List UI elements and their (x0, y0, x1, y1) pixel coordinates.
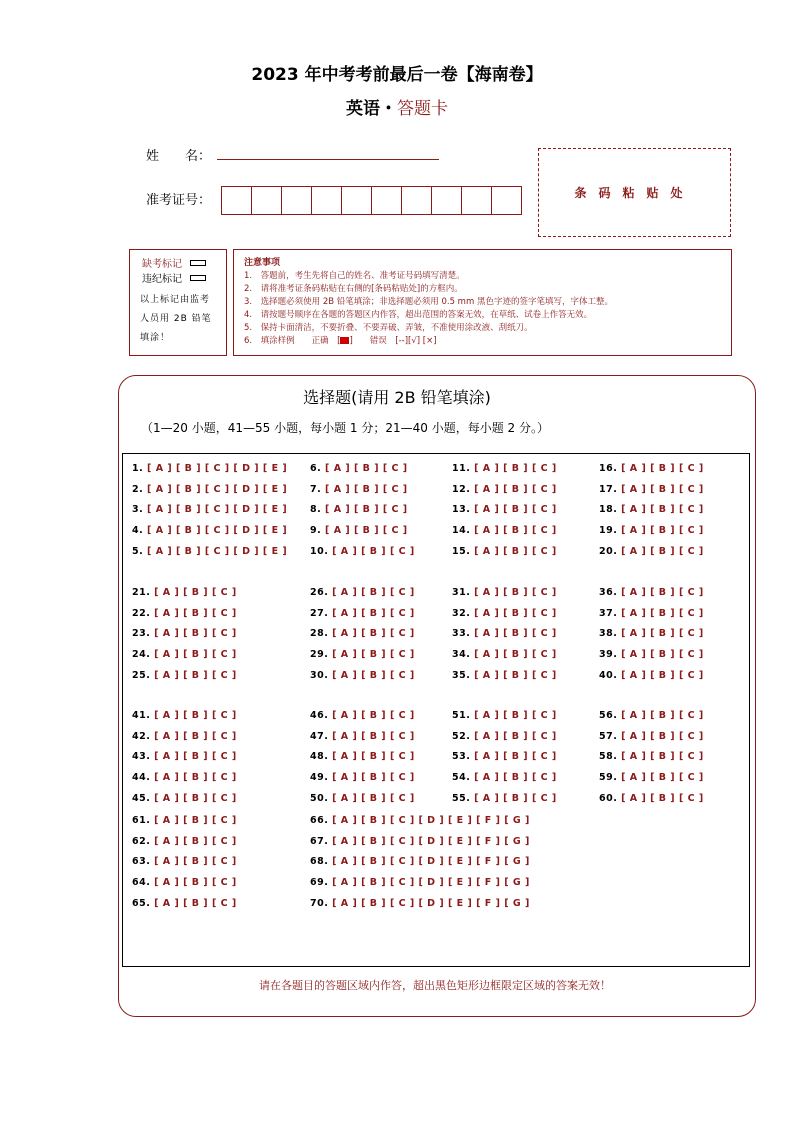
question-item[interactable] (132, 587, 237, 598)
question-item[interactable] (310, 731, 415, 742)
question-number: 56. (599, 710, 618, 721)
question-item[interactable] (310, 772, 415, 783)
question-options[interactable]: [ A ] [ B ] [ C ] (470, 587, 557, 598)
question-options[interactable]: [ A ] [ B ] [ C ] (150, 628, 237, 640)
question-item[interactable] (599, 751, 704, 762)
question-item[interactable] (599, 525, 704, 536)
question-item[interactable] (452, 710, 557, 721)
question-item[interactable] (132, 856, 237, 867)
question-item[interactable] (310, 710, 415, 721)
question-options[interactable]: [ A ] [ B ] [ C ] (470, 649, 557, 661)
question-options[interactable]: [ A ] [ B ] [ C ] (617, 483, 704, 495)
note-item: 3. 选择题必须使用 2B 铅笔填涂；非选择题必须用 0.5 mm 黑色字迹的签字笔填写，字体工整。 (244, 297, 613, 307)
question-number: 30. (310, 669, 329, 681)
question-options[interactable]: [ A ] [ B ] [ C ] (470, 730, 557, 742)
question-item[interactable] (452, 731, 557, 742)
question-number: 49. (310, 772, 329, 784)
question-options[interactable]: [ A ] [ B ] [ C ] (328, 628, 415, 640)
question-number: 18. (599, 504, 618, 516)
question-number: 67. (310, 835, 329, 847)
question-options[interactable]: [ A ] [ B ] [ C ] [ D ] [ E ] [ F ] [ G ] (328, 835, 530, 847)
question-number: 19. (599, 525, 618, 537)
question-number: 64. (132, 877, 151, 889)
question-item[interactable] (310, 670, 415, 681)
question-options[interactable]: [ A ] [ B ] [ C ] (470, 710, 557, 721)
question-options[interactable]: [ A ] [ B ] [ C ] (150, 587, 237, 598)
question-item[interactable] (310, 793, 415, 804)
question-number: 61. (132, 815, 151, 826)
question-number: 20. (599, 545, 618, 557)
question-options[interactable]: [ A ] [ B ] [ C ] (470, 463, 557, 474)
question-number: 55. (452, 792, 471, 804)
question-number: 52. (452, 730, 471, 742)
question-item[interactable] (599, 484, 704, 495)
question-number: 35. (452, 669, 471, 681)
question-number: 41. (132, 710, 151, 721)
question-number: 23. (132, 628, 151, 640)
question-item[interactable] (452, 484, 557, 495)
page-subtitle (0, 94, 794, 119)
question-options[interactable]: [ A ] [ B ] [ C ] (150, 649, 237, 661)
question-options[interactable]: [ A ] [ B ] [ C ] (470, 504, 557, 516)
exam-id-box[interactable] (341, 186, 372, 215)
question-options[interactable]: [ A ] [ B ] [ C ] (617, 587, 704, 598)
question-number: 42. (132, 730, 151, 742)
question-number: 62. (132, 835, 151, 847)
question-options[interactable]: [ A ] [ B ] [ C ] (617, 730, 704, 742)
question-number: 7. (310, 483, 322, 495)
question-options[interactable]: [ A ] [ B ] [ C ] (470, 607, 557, 619)
question-number: 65. (132, 897, 151, 909)
question-number: 29. (310, 649, 329, 661)
question-options[interactable]: [ A ] [ B ] [ C ] (328, 607, 415, 619)
question-item[interactable] (599, 731, 704, 742)
question-item[interactable] (599, 670, 704, 681)
question-number: 69. (310, 877, 329, 889)
question-options[interactable]: [ A ] [ B ] [ C ] (617, 792, 704, 804)
question-item[interactable] (452, 772, 557, 783)
question-options[interactable]: [ A ] [ B ] [ C ] (150, 751, 237, 763)
question-item[interactable] (310, 463, 408, 474)
question-options[interactable]: [ A ] [ B ] [ C ] (150, 669, 237, 681)
question-options[interactable]: [ A ] [ B ] [ C ] (617, 710, 704, 721)
note-item: 2. 请将准考证条码粘贴在右侧的[条码粘贴处]的方框内。 (244, 284, 463, 294)
barcode-label: 条码粘贴处 (574, 186, 695, 200)
question-options[interactable]: [ A ] [ B ] [ C ] (321, 483, 408, 495)
question-number: 22. (132, 607, 151, 619)
subtitle-subject: 英语・ (346, 99, 397, 119)
violation-mark-label: 违纪标记 (142, 274, 182, 285)
question-options[interactable]: [ A ] [ B ] [ C ] (617, 669, 704, 681)
fill-sample-line (244, 335, 731, 348)
question-number: 4. (132, 525, 144, 537)
absent-mark-row[interactable] (142, 255, 226, 270)
exam-id-box[interactable] (281, 186, 312, 215)
question-options[interactable]: [ A ] [ B ] [ C ] (470, 669, 557, 681)
question-item[interactable] (452, 628, 557, 639)
exam-id-label: 准考证号： (146, 193, 212, 208)
note-item: 4. 请按题号顺序在各题的答题区内作答，超出范围的答案无效，在草纸、试卷上作答无效。 (244, 310, 593, 320)
question-options[interactable]: [ A ] [ B ] [ C ] (617, 504, 704, 516)
question-number: 53. (452, 751, 471, 763)
question-number: 26. (310, 587, 329, 598)
question-number: 21. (132, 587, 151, 598)
question-number: 6. (310, 463, 322, 474)
question-item[interactable] (132, 772, 237, 783)
question-number: 11. (452, 463, 471, 474)
violation-mark-row[interactable] (142, 270, 226, 285)
question-item[interactable] (452, 751, 557, 762)
fill-sample-suffix: ] 错误 [--][√] [×] (349, 336, 437, 346)
question-item[interactable] (310, 751, 415, 762)
question-number: 13. (452, 504, 471, 516)
question-options[interactable]: [ A ] [ B ] [ C ] (321, 504, 408, 516)
question-number: 37. (599, 607, 618, 619)
question-item[interactable] (132, 898, 237, 909)
question-options[interactable]: [ A ] [ B ] [ C ] (328, 587, 415, 598)
question-number: 2. (132, 483, 144, 495)
question-options[interactable]: [ A ] [ B ] [ C ] (617, 607, 704, 619)
notes-title: 注意事项 (244, 258, 281, 268)
question-item[interactable] (599, 504, 704, 515)
question-item[interactable] (132, 525, 287, 536)
question-number: 70. (310, 897, 329, 909)
question-item[interactable] (132, 463, 287, 474)
question-options[interactable]: [ A ] [ B ] [ C ] (150, 815, 237, 826)
question-options[interactable]: [ A ] [ B ] [ C ] [ D ] [ E ] (143, 525, 288, 537)
exam-id-box[interactable] (431, 186, 462, 215)
question-number: 25. (132, 669, 151, 681)
absent-mark-label: 缺考标记 (142, 259, 182, 270)
question-options[interactable]: [ A ] [ B ] [ C ] (617, 463, 704, 474)
question-item[interactable] (599, 608, 704, 619)
question-number: 34. (452, 649, 471, 661)
question-options[interactable]: [ A ] [ B ] [ C ] (150, 877, 237, 889)
question-options[interactable]: [ A ] [ B ] [ C ] (321, 525, 408, 537)
question-item[interactable] (132, 546, 287, 557)
question-options[interactable]: [ A ] [ B ] [ C ] (150, 730, 237, 742)
question-item[interactable] (310, 608, 415, 619)
question-item[interactable] (132, 731, 237, 742)
question-item[interactable] (452, 463, 557, 474)
question-item[interactable] (452, 587, 557, 598)
notes-list (234, 270, 731, 335)
exam-id-box[interactable] (251, 186, 282, 215)
absent-mark-box (129, 249, 227, 356)
question-number: 12. (452, 483, 471, 495)
question-item[interactable] (452, 525, 557, 536)
question-options[interactable]: [ A ] [ B ] [ C ] (328, 730, 415, 742)
question-number: 40. (599, 669, 618, 681)
question-item[interactable] (599, 649, 704, 660)
question-item[interactable] (132, 484, 287, 495)
question-item[interactable] (310, 504, 408, 515)
mc-title: 选择题(请用 2B 铅笔填涂) (303, 388, 491, 407)
question-options[interactable]: [ A ] [ B ] [ C ] (328, 792, 415, 804)
question-item[interactable] (310, 877, 530, 888)
question-number: 10. (310, 545, 329, 557)
exam-id-boxes[interactable] (222, 186, 522, 215)
question-item[interactable] (132, 670, 237, 681)
question-item[interactable] (310, 815, 530, 826)
question-item[interactable] (452, 504, 557, 515)
question-options[interactable]: [ A ] [ B ] [ C ] (617, 525, 704, 537)
question-number: 3. (132, 504, 144, 516)
question-options[interactable]: [ A ] [ B ] [ C ] [ D ] [ E ] [ F ] [ G ] (328, 877, 530, 889)
question-options[interactable]: [ A ] [ B ] [ C ] (328, 669, 415, 681)
question-number: 54. (452, 772, 471, 784)
absent-mark-note: 以上标记由监考人员用 2B 铅笔填涂！ (140, 295, 212, 343)
question-item[interactable] (452, 608, 557, 619)
exam-id-box[interactable] (371, 186, 402, 215)
question-number: 63. (132, 856, 151, 868)
question-number: 5. (132, 545, 144, 557)
question-options[interactable]: [ A ] [ B ] [ C ] [ D ] [ E ] [ F ] [ G ] (328, 897, 530, 909)
question-options[interactable]: [ A ] [ B ] [ C ] (470, 628, 557, 640)
question-item[interactable] (310, 628, 415, 639)
question-number: 31. (452, 587, 471, 598)
question-number: 68. (310, 856, 329, 868)
footer-warning: 请在各题目的答题区域内作答，超出黑色矩形边框限定区域的答案无效！ (259, 979, 611, 992)
question-number: 51. (452, 710, 471, 721)
question-item[interactable] (599, 793, 704, 804)
question-options[interactable]: [ A ] [ B ] [ C ] (328, 545, 415, 557)
question-item[interactable] (132, 836, 237, 847)
question-item[interactable] (310, 525, 408, 536)
question-item[interactable] (132, 751, 237, 762)
question-options[interactable]: [ A ] [ B ] [ C ] (328, 751, 415, 763)
question-options[interactable]: [ A ] [ B ] [ C ] (470, 751, 557, 763)
question-options[interactable]: [ A ] [ B ] [ C ] (150, 710, 237, 721)
question-options[interactable]: [ A ] [ B ] [ C ] (328, 649, 415, 661)
question-options[interactable]: [ A ] [ B ] [ C ] (617, 772, 704, 784)
question-number: 43. (132, 751, 151, 763)
question-item[interactable] (310, 546, 415, 557)
question-item[interactable] (132, 608, 237, 619)
question-number: 32. (452, 607, 471, 619)
question-options[interactable]: [ A ] [ B ] [ C ] (321, 463, 408, 474)
question-item[interactable] (599, 772, 704, 783)
note-item: 1. 答题前，考生先将自己的姓名、准考证号码填写清楚。 (244, 271, 465, 281)
question-number: 27. (310, 607, 329, 619)
question-options[interactable]: [ A ] [ B ] [ C ] (150, 607, 237, 619)
question-options[interactable]: [ A ] [ B ] [ C ] (470, 772, 557, 784)
question-number: 1. (132, 463, 144, 474)
name-field[interactable] (217, 159, 439, 160)
question-options[interactable]: [ A ] [ B ] [ C ] [ D ] [ E ] [ F ] [ G ] (328, 856, 530, 868)
question-item[interactable] (310, 649, 415, 660)
subtitle-answer-sheet: 答题卡 (397, 99, 448, 119)
question-options[interactable]: [ A ] [ B ] [ C ] (470, 792, 557, 804)
question-number: 24. (132, 649, 151, 661)
question-item[interactable] (599, 463, 704, 474)
question-item[interactable] (599, 546, 704, 557)
page-title: 2023 年中考考前最后一卷【海南卷】 (251, 65, 543, 85)
question-options[interactable]: [ A ] [ B ] [ C ] (150, 856, 237, 868)
question-number: 14. (452, 525, 471, 537)
question-item[interactable] (452, 546, 557, 557)
question-options[interactable]: [ A ] [ B ] [ C ] [ D ] [ E ] (143, 545, 288, 557)
question-options[interactable]: [ A ] [ B ] [ C ] [ D ] [ E ] (143, 504, 288, 516)
question-item[interactable] (132, 710, 237, 721)
question-number: 15. (452, 545, 471, 557)
question-item[interactable] (132, 628, 237, 639)
question-item[interactable] (132, 815, 237, 826)
question-item[interactable] (132, 877, 237, 888)
violation-mark-cell[interactable] (190, 275, 206, 281)
question-item[interactable] (599, 628, 704, 639)
question-number: 16. (599, 463, 618, 474)
question-options[interactable]: [ A ] [ B ] [ C ] (150, 897, 237, 909)
question-number: 45. (132, 792, 151, 804)
question-item[interactable] (599, 710, 704, 721)
question-number: 59. (599, 772, 618, 784)
question-options[interactable]: [ A ] [ B ] [ C ] (470, 545, 557, 557)
question-number: 36. (599, 587, 618, 598)
question-options[interactable]: [ A ] [ B ] [ C ] (617, 628, 704, 640)
question-options[interactable]: [ A ] [ B ] [ C ] (150, 792, 237, 804)
question-options[interactable]: [ A ] [ B ] [ C ] (150, 772, 237, 784)
question-item[interactable] (310, 856, 530, 867)
question-number: 58. (599, 751, 618, 763)
question-options[interactable]: [ A ] [ B ] [ C ] (328, 772, 415, 784)
question-item[interactable] (132, 793, 237, 804)
question-options[interactable]: [ A ] [ B ] [ C ] (470, 525, 557, 537)
question-item[interactable] (132, 649, 237, 660)
question-number: 38. (599, 628, 618, 640)
question-item[interactable] (310, 484, 408, 495)
question-item[interactable] (452, 793, 557, 804)
question-options[interactable]: [ A ] [ B ] [ C ] [ D ] [ E ] (143, 463, 288, 474)
question-number: 17. (599, 483, 618, 495)
question-number: 66. (310, 815, 329, 826)
question-options[interactable]: [ A ] [ B ] [ C ] (470, 483, 557, 495)
question-number: 50. (310, 792, 329, 804)
barcode-area (538, 148, 731, 237)
question-options[interactable]: [ A ] [ B ] [ C ] (328, 710, 415, 721)
question-item[interactable] (599, 587, 704, 598)
fill-sample-prefix: 6. 填涂样例 正确 [ (244, 336, 341, 346)
question-number: 44. (132, 772, 151, 784)
question-item[interactable] (132, 504, 287, 515)
question-options[interactable]: [ A ] [ B ] [ C ] (617, 649, 704, 661)
question-number: 47. (310, 730, 329, 742)
question-options[interactable]: [ A ] [ B ] [ C ] (150, 835, 237, 847)
name-label: 姓 名： (146, 149, 212, 164)
note-item: 5. 保持卡面清洁，不要折叠、不要弄破、弄皱，不准使用涂改液、刮纸刀。 (244, 323, 533, 333)
question-item[interactable] (452, 670, 557, 681)
question-number: 60. (599, 792, 618, 804)
notes-box (233, 249, 732, 356)
question-item[interactable] (452, 649, 557, 660)
exam-id-box[interactable] (221, 186, 252, 215)
question-number: 57. (599, 730, 618, 742)
question-number: 9. (310, 525, 322, 537)
question-number: 48. (310, 751, 329, 763)
question-number: 8. (310, 504, 322, 516)
absent-mark-cell[interactable] (190, 260, 206, 266)
exam-id-box[interactable] (311, 186, 342, 215)
exam-id-box[interactable] (461, 186, 492, 215)
question-options[interactable]: [ A ] [ B ] [ C ] (617, 545, 704, 557)
mc-instruction: （1—20 小题，41—55 小题，每小题 1 分；21—40 小题，每小题 2 分。） (141, 421, 549, 435)
question-number: 33. (452, 628, 471, 640)
question-item[interactable] (310, 587, 415, 598)
question-options[interactable]: [ A ] [ B ] [ C ] (617, 751, 704, 763)
question-item[interactable] (310, 836, 530, 847)
question-number: 46. (310, 710, 329, 721)
question-item[interactable] (310, 898, 530, 909)
question-number: 39. (599, 649, 618, 661)
exam-id-box[interactable] (491, 186, 522, 215)
exam-id-box[interactable] (401, 186, 432, 215)
question-number: 28. (310, 628, 329, 640)
question-options[interactable]: [ A ] [ B ] [ C ] [ D ] [ E ] [ F ] [ G ] (328, 815, 530, 826)
question-options[interactable]: [ A ] [ B ] [ C ] [ D ] [ E ] (143, 483, 288, 495)
